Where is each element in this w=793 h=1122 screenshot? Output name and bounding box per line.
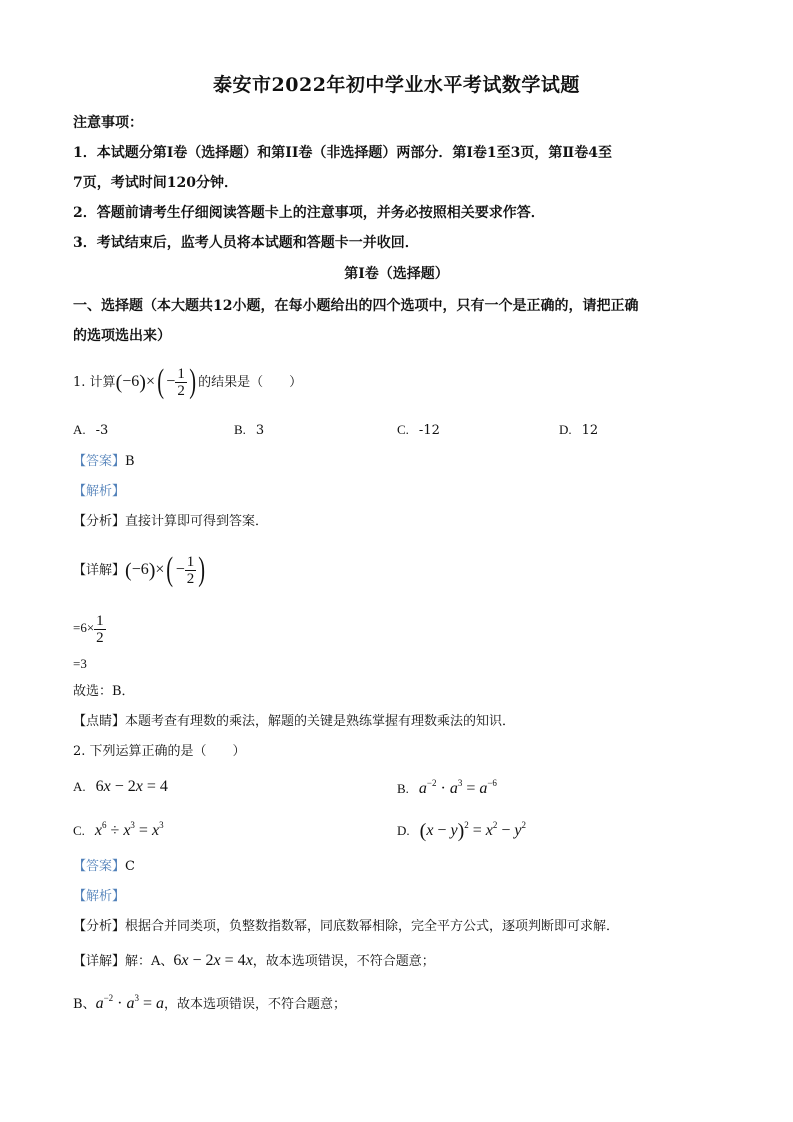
section-instruction: 一、选择题（本大题共12小题，在每小题给出的四个选项中，只有一个是正确的，请把正确 — [73, 298, 639, 314]
q1-step-1: =6× $\frac{1}{2}$ — [73, 612, 104, 646]
q1-dianjing: 【点睛】本题考查有理数的乘法，解题的关键是熟练掌握有理数乘法的知识． — [73, 714, 516, 729]
q1-xiangjie: 【详解】(−6)×( − $\frac{1}{2}$ ) — [73, 551, 206, 589]
section-instruction-cont: 的选项选出来） — [73, 328, 171, 344]
q2-option-c: C. $x^6 \div x^3 = x^3$ — [73, 820, 164, 839]
notice-item-1: 1．本试题分第Ⅰ卷（选择题）和第II卷（非选择题）两部分．第Ⅰ卷1至3页，第Ⅱ卷4至 — [73, 145, 612, 161]
notice-item-3: 3．考试结束后，监考人员将本试题和答题卡一并收回． — [73, 235, 419, 251]
stem-prefix: 计算 — [89, 375, 116, 390]
q2-option-b: B. $a^{-2} \cdot a^3 = a^{-6}$ — [397, 778, 497, 797]
page-title: 泰安市2022年初中学业水平考试数学试题 — [213, 74, 580, 96]
q2-analysis-label: 【解析】 — [73, 889, 126, 904]
q1-analysis-label: 【解析】 — [73, 484, 126, 499]
q1-option-a: A. -3 — [73, 422, 109, 438]
q2-answer: 【答案】C — [73, 859, 135, 874]
notice-item-1-cont: 7页，考试时间120分钟． — [73, 175, 238, 191]
question-number: 1. — [73, 375, 86, 390]
notice-heading: 注意事项： — [73, 115, 143, 131]
q2-option-d: D. $(x - y)^2 = x^2 - y^2$ — [397, 820, 527, 842]
stem-suffix: 的结果是（ ） — [198, 375, 303, 390]
notice-item-2: 2．答题前请考生仔细阅读答题卡上的注意事项，并务必按照相关要求作答． — [73, 205, 545, 221]
q2-option-a: A. 6x − 2x = 4 — [73, 778, 168, 795]
q1-option-b: B. 3 — [234, 422, 265, 438]
q2-xiangjie-b: B、$a^{-2} \cdot a^3 = a$，故本选项错误，不符合题意； — [73, 993, 347, 1012]
q1-step-2: =3 — [73, 656, 87, 671]
question-1-stem — [73, 362, 302, 403]
q1-fenxi: 【分析】直接计算即可得到答案． — [73, 514, 269, 529]
q1-option-d: D. 12 — [559, 422, 599, 438]
q1-choose: 故选：B． — [73, 684, 135, 699]
q2-fenxi: 【分析】根据合并同类项，负整数指数幂，同底数幂相除，完全平方公式，逐项判断即可求解． — [73, 919, 620, 934]
math-expression: (−6)×( − $\frac{1}{2}$ ) — [115, 363, 196, 401]
question-2-stem: 2. 下列运算正确的是（ ） — [73, 744, 246, 759]
q2-xiangjie: 【详解】解：A、6x − 2x = 4x，故本选项错误，不符合题意； — [73, 952, 435, 969]
q1-option-c: C. -12 — [397, 422, 440, 438]
section-title: 第Ⅰ卷（选择题） — [344, 266, 449, 282]
q1-answer: 【答案】B — [73, 454, 135, 469]
